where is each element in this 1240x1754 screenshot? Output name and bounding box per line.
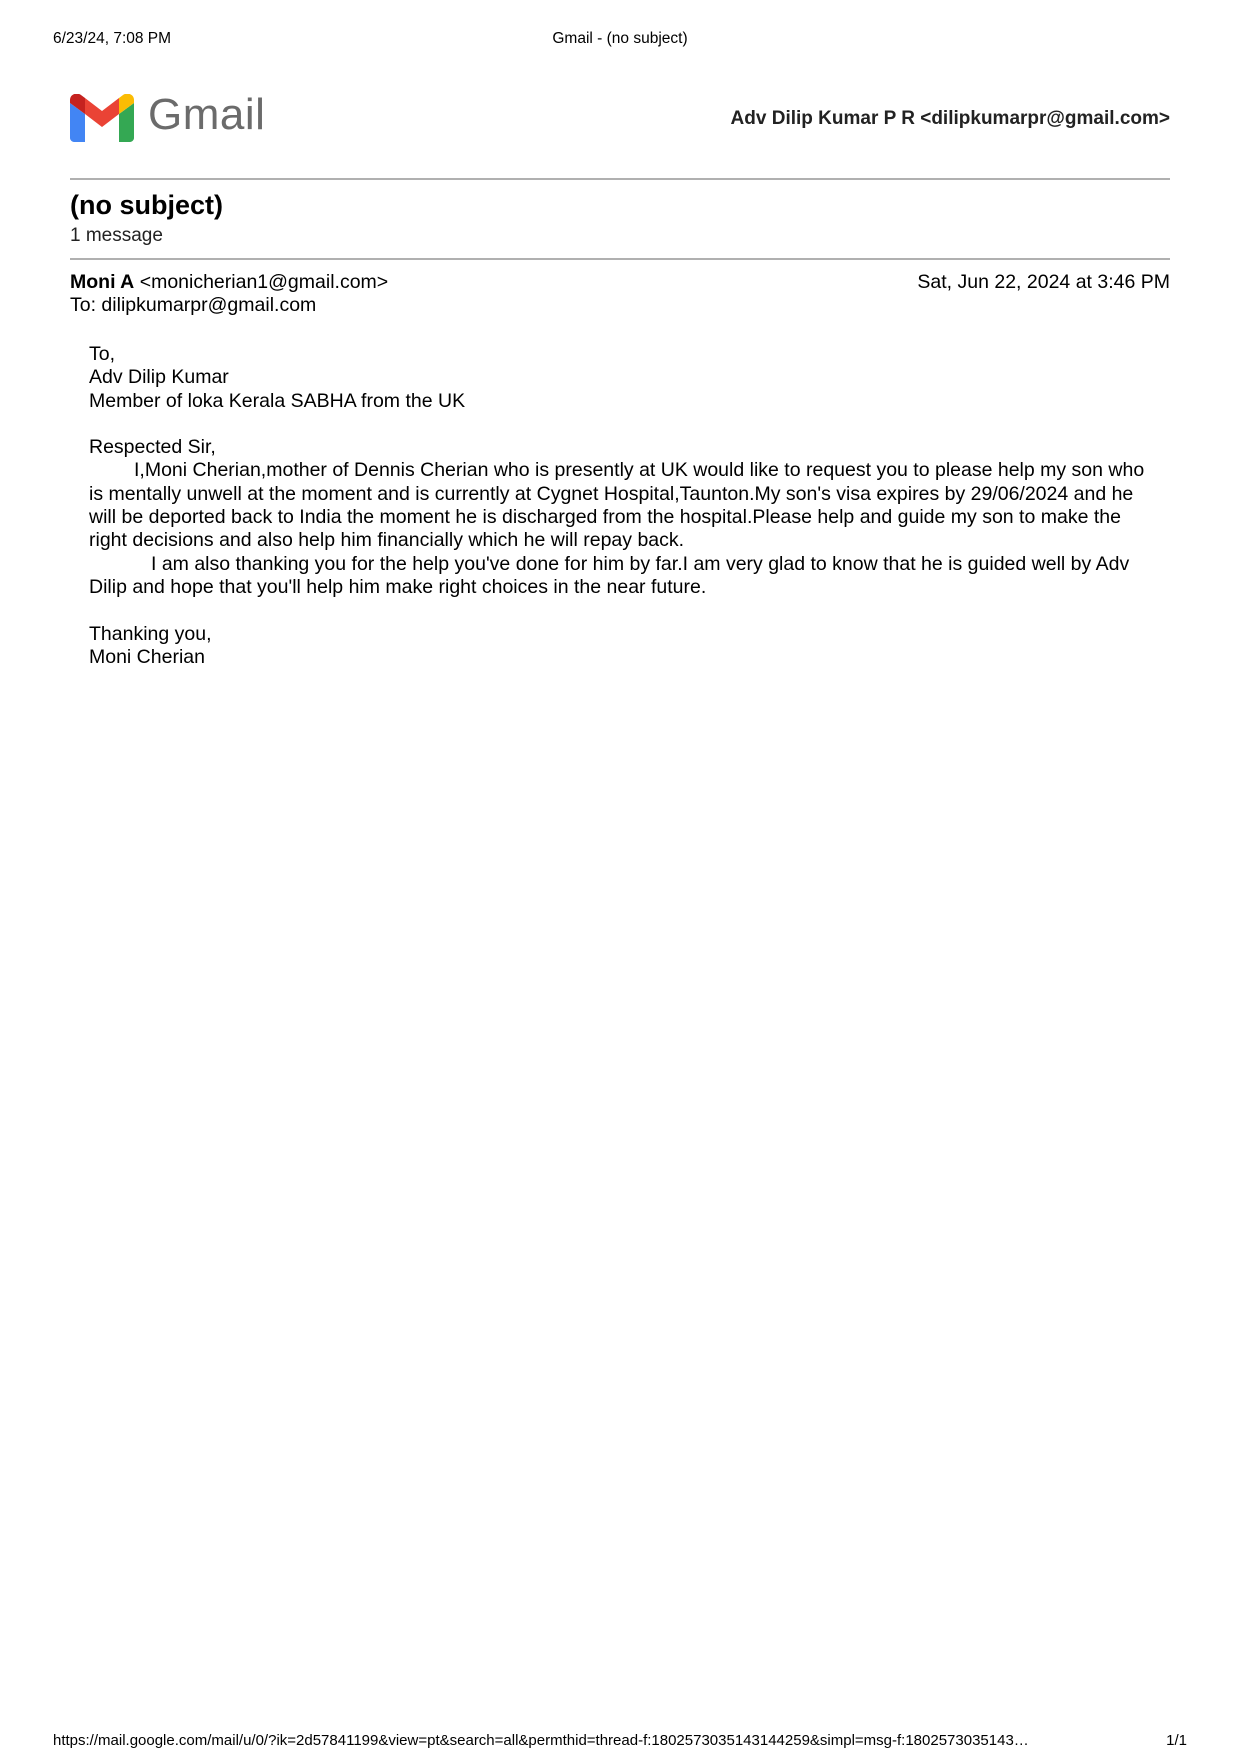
- body-paragraph: I,Moni Cherian,mother of Dennis Cherian who is presently at UK would like to request you to please help my son who is mentally unwell at the moment and is currently at Cygnet Hospital,Taunton.My son's visa expires by 29/06/2024 and he will be deported back to India the moment he is discharged from the hospital.Please help and guide my son to make the right decisions and also help him financially which he will repay back.: [89, 459, 1145, 552]
- body-line: Member of loka Kerala SABHA from the UK: [89, 389, 466, 412]
- print-title: Gmail - (no subject): [552, 30, 688, 47]
- recipient-line: To: dilipkumarpr@gmail.com: [70, 294, 317, 316]
- account-label: Adv Dilip Kumar P R <dilipkumarpr@gmail.com>: [730, 108, 1170, 129]
- body-line: To,: [89, 343, 116, 365]
- body-closing: Thanking you,: [89, 622, 212, 645]
- gmail-wordmark: Gmail: [148, 90, 266, 139]
- body-line: Adv Dilip Kumar: [89, 366, 229, 389]
- header-divider: [70, 178, 1170, 180]
- subject-divider: [70, 258, 1170, 260]
- footer-url: https://mail.google.com/mail/u/0/?ik=2d57841199&view=pt&search=all&permthid=thread-f:1802573035143144259&simpl=msg-f:1802573035143…: [53, 1732, 1029, 1749]
- body-spacer: [89, 413, 1159, 436]
- message-count: 1 message: [70, 225, 163, 246]
- page-number: 1/1: [1166, 1732, 1187, 1749]
- body-signature: Moni Cherian: [89, 645, 205, 668]
- gmail-m-logo-icon: [70, 94, 134, 142]
- message-date: Sat, Jun 22, 2024 at 3:46 PM: [917, 271, 1170, 293]
- sender-name: Moni A: [70, 271, 135, 293]
- thread-subject: (no subject): [70, 190, 223, 220]
- brand-row: [70, 92, 1170, 144]
- print-date: 6/23/24, 7:08 PM: [53, 30, 172, 47]
- body-spacer: [89, 599, 1159, 622]
- message-body: [89, 343, 1159, 669]
- sender-row: [70, 271, 1170, 295]
- body-paragraph: I am also thanking you for the help you've done for him by far.I am very glad to know that he is guided well by Adv Dilip and hope that you'll help him make right choices in the near future.: [89, 552, 1130, 598]
- print-footer: [53, 1732, 1187, 1752]
- body-salutation: Respected Sir,: [89, 436, 216, 459]
- sender-email: <monicherian1@gmail.com>: [139, 271, 389, 293]
- print-header: [53, 30, 1187, 50]
